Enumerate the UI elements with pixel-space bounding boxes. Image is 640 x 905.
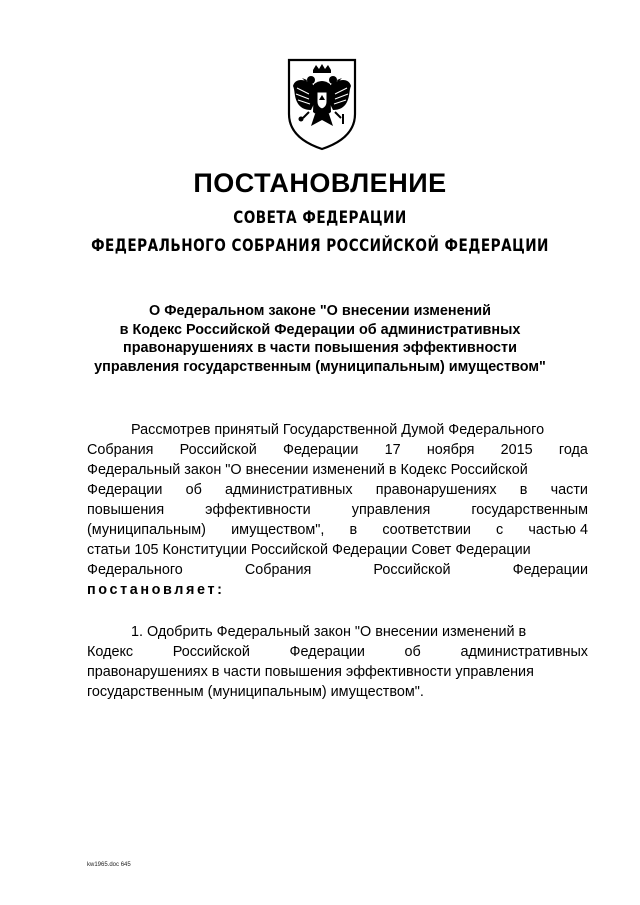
text-line xyxy=(87,480,588,500)
word: в xyxy=(519,482,528,498)
law-title xyxy=(90,302,550,376)
text-line xyxy=(87,460,588,480)
text-line xyxy=(87,682,588,702)
text-line xyxy=(87,540,588,560)
text-line-content: Федеральный закон "О внесении изменений в Кодекс Российской xyxy=(87,462,528,478)
word: повышения xyxy=(87,502,165,518)
text-line xyxy=(87,560,588,580)
issuer-line-1: СОВЕТА ФЕДЕРАЦИИ xyxy=(233,208,407,228)
text-line xyxy=(87,580,588,600)
decree-keyword: постановляет: xyxy=(87,582,225,598)
word: Федерального xyxy=(87,562,183,578)
word: эффективности xyxy=(205,502,311,518)
word: в xyxy=(349,522,358,538)
russian-coat-of-arms-icon xyxy=(285,56,359,152)
word: административных xyxy=(460,644,588,660)
document-title: ПОСТАНОВЛЕНИЕ xyxy=(193,168,447,198)
law-title-line: О Федеральном законе "О внесении изменений xyxy=(149,303,491,319)
word: об xyxy=(404,644,421,660)
word: Российской xyxy=(172,644,250,660)
text-line-content: правонарушениях в части повышения эффективности управления xyxy=(87,664,534,680)
word: с xyxy=(496,522,504,538)
word: Российской xyxy=(373,562,451,578)
word: Кодекс xyxy=(87,644,134,660)
word: Собрания xyxy=(87,442,154,458)
text-line xyxy=(87,420,588,440)
word: имуществом", xyxy=(231,522,325,538)
text-line xyxy=(87,440,588,460)
law-title-line: правонарушениях в части повышения эффективности xyxy=(123,340,517,356)
word: Федерации xyxy=(289,644,365,660)
word: ноября xyxy=(426,442,475,458)
word: Федерации xyxy=(512,562,588,578)
text-line xyxy=(87,500,588,520)
word: 2015 xyxy=(500,442,533,458)
word: управления xyxy=(351,502,431,518)
word: Федерации xyxy=(87,482,163,498)
law-title-line: управления государственным (муниципальным) имуществом" xyxy=(94,358,546,375)
law-title-line: в Кодекс Российской Федерации об административных xyxy=(119,321,521,338)
word: частью 4 xyxy=(528,522,588,538)
issuer-line-2: ФЕДЕРАЛЬНОГО СОБРАНИЯ РОССИЙСКОЙ ФЕДЕРАЦИИ xyxy=(91,236,549,256)
text-line xyxy=(87,662,588,682)
word: государственным xyxy=(471,502,588,518)
text-line-content: Рассмотрев принятый Государственной Думой Федерального xyxy=(131,422,545,438)
paragraph-preamble xyxy=(87,420,588,600)
text-line-content: 1. Одобрить Федеральный закон "О внесении изменений в xyxy=(131,624,527,640)
word: года xyxy=(558,442,588,458)
text-line xyxy=(87,642,588,662)
word: 17 xyxy=(384,442,401,458)
word: Российской xyxy=(179,442,257,458)
text-line xyxy=(87,622,588,642)
word: соответствии xyxy=(382,522,471,538)
word: об xyxy=(185,482,202,498)
paragraph-resolution-1 xyxy=(87,622,588,702)
word: правонарушениях xyxy=(375,482,497,498)
word: Федерации xyxy=(283,442,359,458)
word: административных xyxy=(225,482,353,498)
file-reference: kw1965.doc 645 xyxy=(87,862,131,868)
word: (муниципальным) xyxy=(87,522,206,538)
word: части xyxy=(550,482,588,498)
text-line-content: государственным (муниципальным) имуществом". xyxy=(87,684,424,700)
text-line-content: статьи 105 Конституции Российской Федерации Совет Федерации xyxy=(87,542,531,558)
word: Собрания xyxy=(244,562,312,578)
text-line xyxy=(87,520,588,540)
